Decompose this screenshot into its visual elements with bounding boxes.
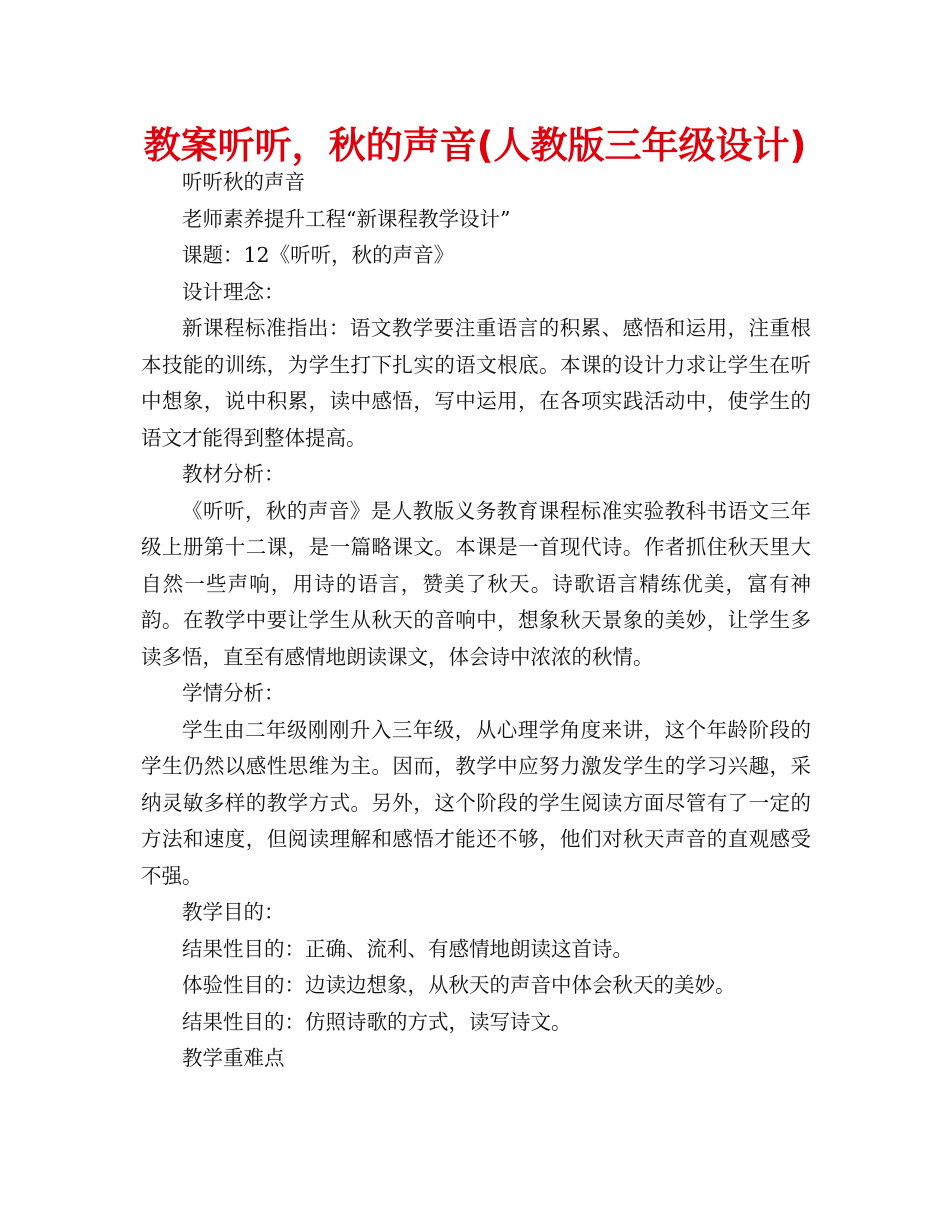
goal-result-1: 结果性目的：正确、流利、有感情地朗读这首诗。 bbox=[182, 936, 633, 961]
paragraph-project: 老师素养提升工程“新课程教学设计” bbox=[182, 206, 511, 231]
heading-teaching-goals: 教学目的： bbox=[182, 900, 285, 924]
goal-result-2: 结果性目的：仿照诗歌的方式，读写诗文。 bbox=[182, 1009, 572, 1034]
paragraph-subtitle: 听听秋的声音 bbox=[182, 170, 305, 194]
goal-experience: 体验性目的：边读边想象，从秋天的声音中体会秋天的美妙。 bbox=[182, 973, 736, 997]
paragraph-material-analysis: 《听听，秋的声音》是人教版义务教育课程标准实验教科书语文三年级上册第十二课，是一篇略课文。本课是一首现代诗。作者抓住秋天里大自然一些声响，用诗的语言，赞美了秋天。诗歌语言精练优美，富有神韵。在教学中要让学生从秋天的音响中，想象秋天景象的美妙，让学生多读多悟，直至有感情地朗读课文，体会诗中浓浓的秋情。 bbox=[141, 498, 811, 669]
document-title: 教案听听，秋的声音(人教版三年级设计) bbox=[143, 124, 807, 167]
heading-material-analysis: 教材分析： bbox=[182, 462, 285, 486]
paragraph-design-concept: 新课程标准指出：语文教学要注重语言的积累、感悟和运用，注重根本技能的训练，为学生打下扎实的语文根底。本课的设计力求让学生在听中想象，说中积累，读中感悟，写中运用，在各项实践活动中，使学生的语文才能得到整体提高。 bbox=[141, 316, 811, 450]
paragraph-topic: 课题：12《听听，秋的声音》 bbox=[182, 243, 455, 267]
heading-student-analysis: 学情分析： bbox=[182, 681, 285, 705]
paragraph-student-analysis: 学生由二年级刚刚升入三年级，从心理学角度来讲，这个年龄阶段的学生仍然以感性思维为主。因而，教学中应努力激发学生的学习兴趣，采纳灵敏多样的教学方式。另外，这个阶段的学生阅读方面尽管有了一定的方法和速度，但阅读理解和感悟才能还不够，他们对秋天声音的直观感受不强。 bbox=[141, 717, 811, 888]
heading-key-difficulties: 教学重难点 bbox=[182, 1046, 285, 1070]
heading-design-concept: 设计理念： bbox=[182, 279, 285, 304]
document-body bbox=[141, 164, 811, 1077]
